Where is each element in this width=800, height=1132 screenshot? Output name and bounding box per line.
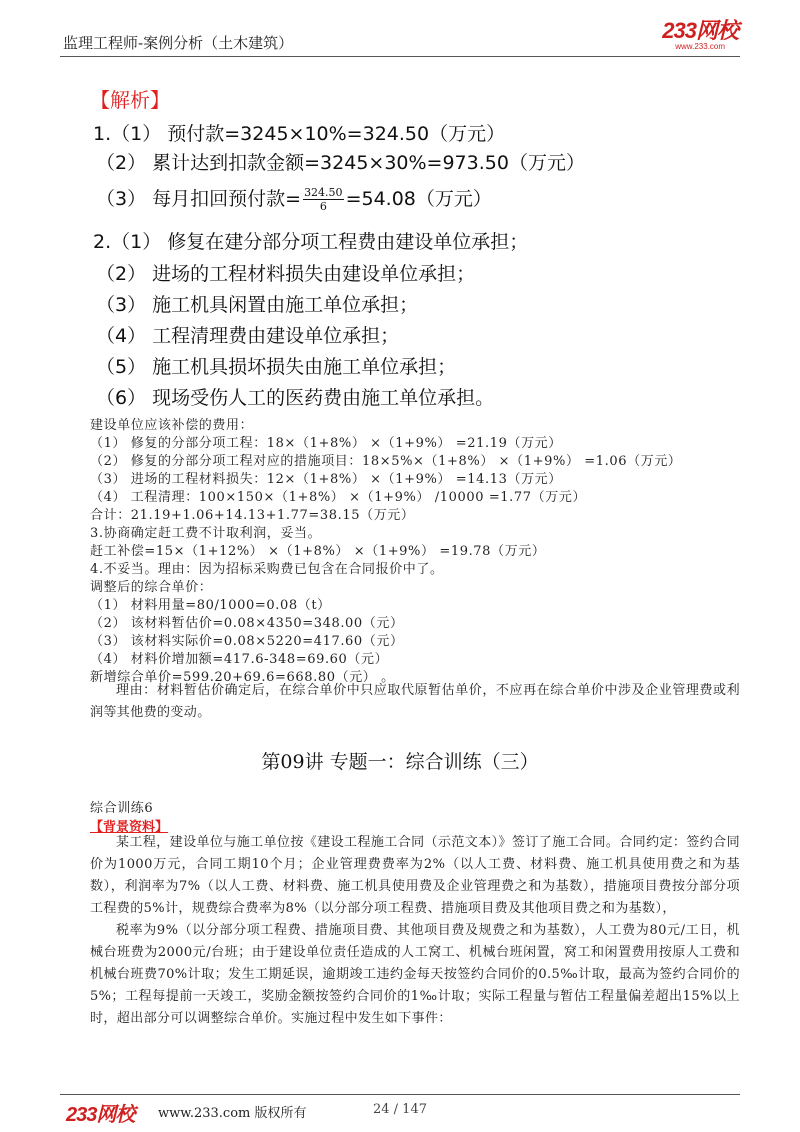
calc-line: 4.不妥当。理由：因为招标采购费已包含在合同报价中了。 — [90, 562, 444, 577]
calc-line: （2） 修复的分部分项工程对应的措施项目：18×5%×（1+8%） ×（1+9%） =1.06（万元） — [90, 454, 682, 469]
answer-line-2-2: （2） 进场的工程材料损失由建设单位承担； — [96, 263, 476, 285]
calc-line: （3） 进场的工程材料损失：12×（1+8%） ×（1+9%） =14.13（万元） — [90, 472, 562, 487]
background-paragraph-1: 某工程，建设单位与施工单位按《建设工程施工合同（示范文本）》签订了施工合同。合同约定：签约合同价为1000万元，合同工期10个月；企业管理费费率为2%（以人工费、材料费、施工机具使用费之和为基数），利润率为7%（以人工费、材料费、施工机具使用费及企业管理费之和为基数），措施项目费按分部分项工程费的5%计，规费综合费率为8%（以分部分项工程费、措施项目费及其他项目费之和为基数）， — [90, 835, 740, 916]
analysis-label: 【解析】 — [90, 88, 170, 112]
answer-line-1-1: 1.（1） 预付款=3245×10%=324.50（万元） — [93, 123, 506, 145]
header-title: 监理工程师-案例分析（土木建筑） — [63, 34, 294, 52]
calc-line: （2） 该材料暂估价=0.08×4350=348.00（元） — [90, 616, 404, 631]
calc-line: 3.协商确定赶工费不计取利润，妥当。 — [90, 526, 322, 541]
calc-line: （1） 修复的分部分项工程：18×（1+8%） ×（1+9%） =21.19（万元） — [90, 436, 562, 451]
answer-line-2-5: （5） 施工机具损坏损失由施工单位承担； — [96, 356, 457, 378]
header-divider — [60, 56, 740, 57]
answer-line-1-2: （2） 累计达到扣款金额=3245×30%=973.50（万元） — [96, 152, 585, 174]
logo-text: 233网校 — [662, 18, 738, 43]
background-label: 【背景资料】 — [90, 820, 169, 835]
footer-divider — [60, 1094, 740, 1095]
answer-line-1-3-suffix: =54.08（万元） — [345, 188, 492, 210]
answer-line-1-3-prefix: （3） 每月扣回预付款= — [96, 188, 302, 210]
page-number: 24 / 147 — [373, 1102, 427, 1117]
exercise-title: 综合训练6 — [90, 801, 154, 816]
calc-line: 合计：21.19+1.06+14.13+1.77=38.15（万元） — [90, 508, 415, 523]
calc-line: 建设单位应该补偿的费用： — [90, 418, 254, 433]
calc-line: （3） 该材料实际价=0.08×5220=417.60（元） — [90, 634, 404, 649]
background-paragraph-2: 税率为9%（以分部分项工程费、措施项目费、其他项目费及规费之和为基数），人工费为80元/工日，机械台班费为2000元/台班；由于建设单位责任造成的人工窝工、机械台班闲置，窝工和闲置费用按原人工费和机械台班费70%计取；发生工期延误，逾期竣工违约金每天按签约合同价的0.5‰计取，最高为签约合同价的5%；工程每提前一天竣工，奖励金额按签约合同价的1‰计取；实际工程量与暂估工程量偏差超出15%以上时，超出部分可以调整综合单价。实施过程中发生如下事件： — [90, 923, 740, 1026]
reason-paragraph: 理由：材料暂估价确定后，在综合单价中只应取代原暂估单价，不应再在综合单价中涉及企业管理费或利润等其他费的变动。 — [90, 683, 740, 720]
answer-line-2-3: （3） 施工机具闲置由施工单位承担； — [96, 294, 419, 316]
calc-line: （4） 工程清理：100×150×（1+8%） ×（1+9%） /10000 =1.77（万元） — [90, 490, 587, 505]
fraction-denominator: 6 — [319, 200, 327, 213]
answer-line-2-1: 2.（1） 修复在建分部分项工程费由建设单位承担； — [93, 231, 529, 253]
answer-line-2-6: （6） 现场受伤人工的医药费由施工单位承担。 — [96, 387, 495, 409]
answer-line-2-4: （4） 工程清理费由建设单位承担； — [96, 325, 400, 347]
fraction — [303, 186, 344, 213]
footer-logo[interactable]: 233网校 — [66, 1104, 135, 1126]
logo-url: www.233.com — [675, 42, 726, 51]
answer-line-1-3 — [96, 184, 492, 213]
brand-logo[interactable] — [662, 20, 738, 51]
calc-line: 调整后的综合单价： — [90, 580, 213, 595]
fraction-numerator: 324.50 — [304, 186, 343, 199]
footer-copyright: www.233.com 版权所有 — [158, 1106, 307, 1121]
lecture-title: 第09讲 专题一：综合训练（三） — [261, 751, 539, 773]
calc-line: （4） 材料价增加额=417.6-348=69.60（元） — [90, 652, 389, 667]
calc-line: （1） 材料用量=80/1000=0.08（t） — [90, 598, 331, 613]
calc-line: 新增综合单价=599.20+69.6=668.80（元） 。 — [90, 670, 395, 685]
calc-line: 赶工补偿=15×（1+12%） ×（1+8%） ×（1+9%） =19.78（万元） — [90, 544, 546, 559]
